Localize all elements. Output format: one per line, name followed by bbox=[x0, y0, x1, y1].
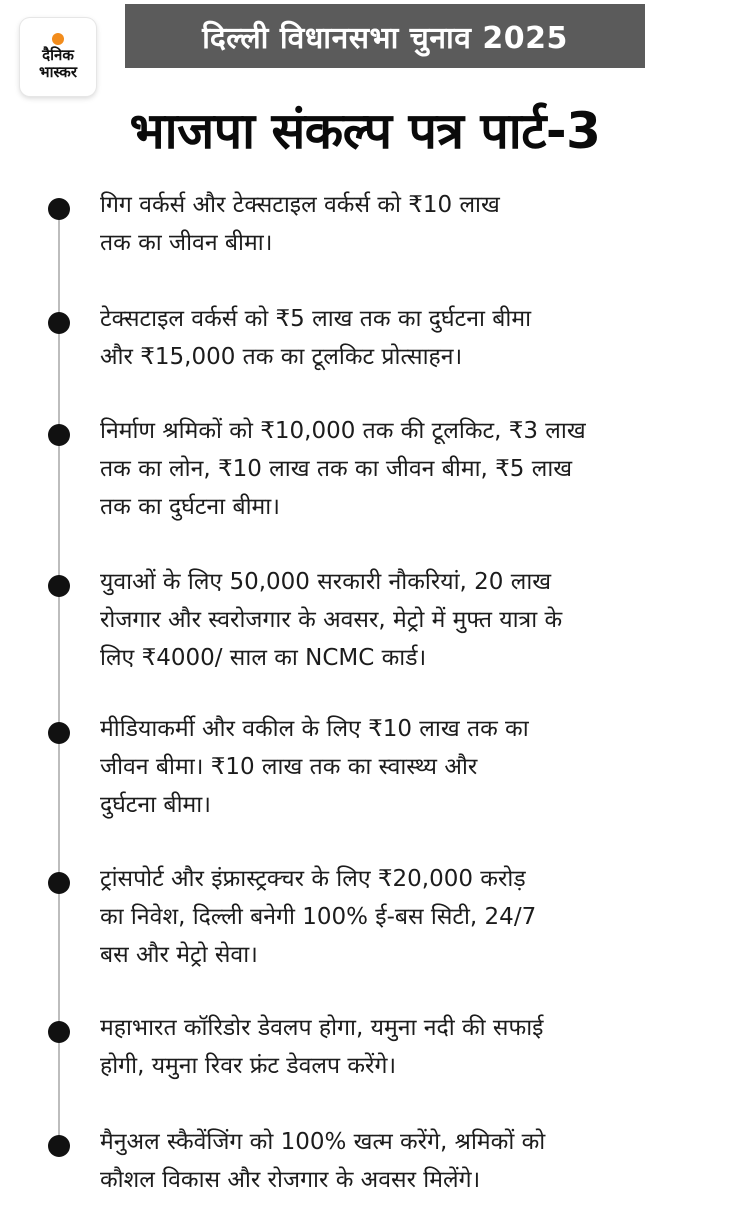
bullet-dot bbox=[48, 1135, 70, 1157]
bullet-dot bbox=[48, 575, 70, 597]
text-line: लिए ₹4000/ साल का NCMC कार्ड। bbox=[100, 645, 427, 671]
bullet-dot bbox=[48, 1021, 70, 1043]
list-item-text bbox=[100, 860, 700, 974]
timeline-line bbox=[58, 210, 60, 1150]
text-line: और ₹15,000 तक का टूलकिट प्रोत्साहन। bbox=[100, 344, 463, 370]
election-banner: दिल्ली विधानसभा चुनाव 2025 bbox=[125, 4, 645, 68]
logo-line-1: दैनिक bbox=[42, 46, 74, 64]
bullet-dot bbox=[48, 424, 70, 446]
list-item-text bbox=[100, 1009, 700, 1085]
text-line: तक का जीवन बीमा। bbox=[100, 230, 273, 256]
text-line: गिग वर्कर्स और टेक्सटाइल वर्कर्स को ₹10 लाख bbox=[100, 192, 500, 218]
bullet-dot bbox=[48, 722, 70, 744]
list-item-text bbox=[100, 710, 700, 824]
text-line: रोजगार और स्वरोजगार के अवसर, मेट्रो में मुफ्त यात्रा के bbox=[100, 607, 563, 633]
text-line: कौशल विकास और रोजगार के अवसर मिलेंगे। bbox=[100, 1167, 481, 1193]
bullet-dot bbox=[48, 872, 70, 894]
text-line: होगी, यमुना रिवर फ्रंट डेवलप करेंगे। bbox=[100, 1053, 397, 1079]
text-line: जीवन बीमा। ₹10 लाख तक का स्वास्थ्य और bbox=[100, 754, 478, 780]
page-title: भाजपा संकल्प पत्र पार्ट-3 bbox=[129, 102, 601, 160]
dainik-bhaskar-logo bbox=[20, 18, 96, 96]
list-item-text bbox=[100, 563, 700, 677]
text-line: मैनुअल स्कैवेंजिंग को 100% खत्म करेंगे, श्रमिकों को bbox=[100, 1129, 546, 1155]
sun-icon bbox=[52, 33, 64, 45]
list-item-text bbox=[100, 1123, 700, 1199]
bullet-dot bbox=[48, 198, 70, 220]
logo-line-2: भास्कर bbox=[39, 63, 77, 81]
text-line: बस और मेट्रो सेवा। bbox=[100, 942, 258, 968]
text-line: मीडियाकर्मी और वकील के लिए ₹10 लाख तक का bbox=[100, 716, 529, 742]
text-line: महाभारत कॉरिडोर डेवलप होगा, यमुना नदी की सफाई bbox=[100, 1015, 544, 1041]
text-line: निर्माण श्रमिकों को ₹10,000 तक की टूलकिट, ₹3 लाख bbox=[100, 418, 586, 444]
text-line: ट्रांसपोर्ट और इंफ्रास्ट्रक्चर के लिए ₹20,000 करोड़ bbox=[100, 866, 526, 892]
text-line: युवाओं के लिए 50,000 सरकारी नौकरियां, 20 लाख bbox=[100, 569, 552, 595]
text-line: टेक्सटाइल वर्कर्स को ₹5 लाख तक का दुर्घटना बीमा bbox=[100, 306, 532, 332]
list-item-text bbox=[100, 186, 700, 262]
list-item-text bbox=[100, 412, 700, 526]
list-item-text bbox=[100, 300, 700, 376]
text-line: तक का दुर्घटना बीमा। bbox=[100, 494, 280, 520]
text-line: तक का लोन, ₹10 लाख तक का जीवन बीमा, ₹5 लाख bbox=[100, 456, 573, 482]
text-line: का निवेश, दिल्ली बनेगी 100% ई-बस सिटी, 24/7 bbox=[100, 904, 537, 930]
text-line: दुर्घटना बीमा। bbox=[100, 792, 211, 818]
bullet-dot bbox=[48, 312, 70, 334]
